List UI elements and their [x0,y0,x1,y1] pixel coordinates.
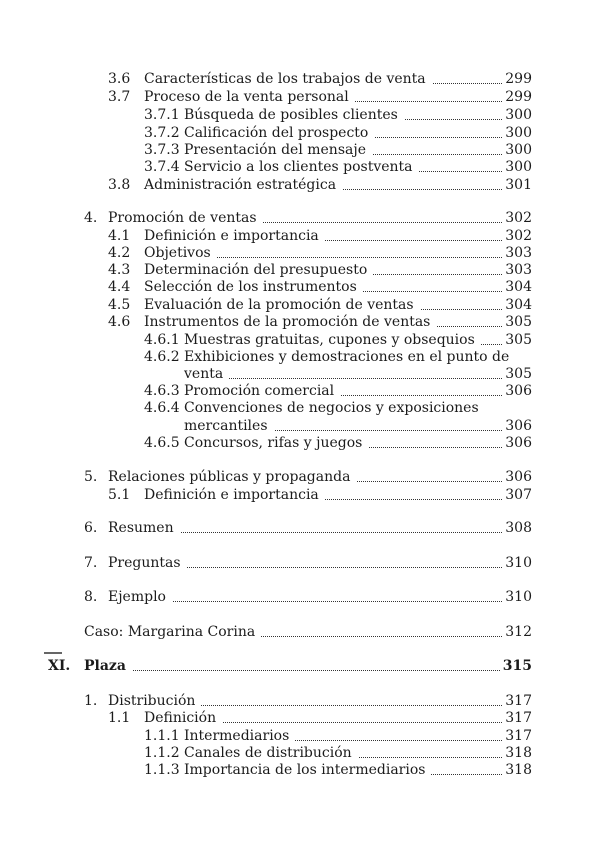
entry-page: 317 [502,727,532,745]
entry-number: 3.7.2 [144,125,180,141]
toc-entry [108,88,532,106]
entry-title: Importancia de los intermediarios [184,761,431,779]
toc-entry [144,141,532,159]
entry-page: 301 [502,176,532,194]
entry-page: 299 [502,88,532,106]
entry-title: Promoción comercial [184,382,340,400]
entry-number: 1. [84,693,98,709]
entry-number: 4.2 [108,245,131,261]
entry-page: 306 [502,417,532,435]
entry-page: 305 [502,331,532,349]
toc-entry [144,382,532,400]
entry-page: 305 [502,365,532,383]
entry-title: Caso: Margarina Corina [84,623,261,641]
entry-title: Características de los trabajos de venta [144,70,432,88]
entry-title: Presentación del mensaje [184,141,372,159]
entry-number: 4.6.1 [144,332,180,348]
entry-page: 312 [502,623,532,641]
entry-number: 1.1.2 [144,745,180,761]
entry-page: 305 [502,313,532,331]
toc-entry [84,554,532,572]
entry-page: 300 [502,106,532,124]
entry-number: 4.6.5 [144,435,180,451]
entry-title-continued: mercantiles [184,417,274,435]
entry-page: 302 [502,209,532,227]
toc-entry [84,468,532,486]
entry-title: Preguntas [108,554,187,572]
toc-entry [108,176,532,194]
toc-entry [184,417,532,435]
entry-number: 4.3 [108,262,131,278]
entry-title: Intermediarios [184,727,295,745]
entry-title: Instrumentos de la promoción de ventas [144,313,436,331]
entry-title: Búsqueda de posibles clientes [184,106,404,124]
entry-number: 4.6.3 [144,383,180,399]
entry-title: Canales de distribución [184,744,358,762]
toc-entry [108,261,532,279]
entry-page: 303 [502,261,532,279]
entry-title: Servicio a los clientes postventa [184,158,419,176]
entry-number: 1.1.1 [144,728,180,744]
entry-number: 5.1 [108,487,131,503]
entry-page: 300 [502,158,532,176]
chapter-number: XI. [48,658,71,674]
entry-title: Ejemplo [108,588,172,606]
entry-page: 317 [502,692,532,710]
toc-entry [108,313,532,331]
toc-entry [108,709,532,727]
toc-entry [144,744,532,762]
toc-entry [84,519,532,537]
toc-entry [184,365,532,383]
toc-entry [108,244,532,262]
entry-number: 4.6.2 [144,349,180,365]
entry-title: Muestras gratuitas, cupones y obsequios [184,331,481,349]
toc-entry [144,761,532,779]
entry-title: Definición e importancia [144,227,325,245]
toc-entry [144,727,532,745]
entry-number: 3.6 [108,71,131,87]
entry-page: 304 [502,278,532,296]
toc-entry [84,209,532,227]
toc-entry [108,70,532,88]
entry-number: 7. [84,555,98,571]
entry-title: Proceso de la venta personal [144,88,355,106]
entry-page: 310 [502,588,532,606]
entry-page: 308 [502,519,532,537]
chapter-title: Plaza [84,657,132,675]
entry-title: Definición [144,709,222,727]
entry-title: Determinación del presupuesto [144,261,373,279]
dot-leader [184,365,508,379]
entry-number: 3.7 [108,89,131,105]
toc-entry [84,588,532,606]
entry-number: 4.1 [108,228,131,244]
entry-title: Resumen [108,519,180,537]
entry-page: 306 [502,382,532,400]
entry-title: Relaciones públicas y propaganda [108,468,356,486]
entry-number: 5. [84,469,98,485]
entry-title: Definición e importancia [144,486,325,504]
entry-number: 8. [84,589,98,605]
toc-entry [84,692,532,710]
entry-page: 300 [502,141,532,159]
entry-page: 317 [502,709,532,727]
entry-number: 4.6.4 [144,400,180,416]
entry-number: 4.5 [108,297,131,313]
entry-page: 307 [502,486,532,504]
toc-entry [144,124,532,142]
entry-number: 3.8 [108,177,131,193]
entry-title: Distribución [108,692,201,710]
entry-page: 306 [502,434,532,452]
entry-title: Calificación del prospecto [184,124,374,142]
toc-entry [108,296,532,314]
entry-title-continued: venta [184,365,229,383]
chapter-rule [44,652,62,654]
entry-page: 315 [500,657,532,675]
entry-page: 310 [502,554,532,572]
entry-page: 299 [502,70,532,88]
entry-title: Promoción de ventas [108,209,263,227]
entry-number: 3.7.1 [144,107,180,123]
entry-title: Objetivos [144,244,217,262]
toc-entry [108,278,532,296]
toc-entry [144,331,532,349]
entry-title: Convenciones de negocios y exposiciones [184,400,479,416]
entry-number: 4.6 [108,314,131,330]
entry-number: 3.7.3 [144,142,180,158]
toc-entry-first-line [144,348,180,366]
toc-entry [144,106,532,124]
toc-chapter-entry [48,657,532,675]
toc-entry [144,158,532,176]
entry-number: 6. [84,520,98,536]
entry-title: Administración estratégica [144,176,342,194]
entry-page: 304 [502,296,532,314]
entry-number: 4.4 [108,279,131,295]
entry-number: 1.1.3 [144,762,180,778]
entry-page: 318 [502,744,532,762]
entry-title: Selección de los instrumentos [144,278,363,296]
entry-page: 300 [502,124,532,142]
entry-number: 1.1 [108,710,131,726]
entry-number: 4. [84,210,98,226]
entry-page: 306 [502,468,532,486]
entry-page: 318 [502,761,532,779]
entry-number: 3.7.4 [144,159,180,175]
entry-page: 302 [502,227,532,245]
toc-entry [108,486,532,504]
toc-entry [108,227,532,245]
entry-page: 303 [502,244,532,262]
toc-entry [84,623,532,641]
toc-entry-first-line [144,399,180,417]
toc-entry [144,434,532,452]
entry-title: Concursos, rifas y juegos [184,434,368,452]
entry-title: Evaluación de la promoción de ventas [144,296,420,314]
entry-title: Exhibiciones y demostraciones en el punto de [184,349,510,365]
dot-leader [84,657,508,671]
